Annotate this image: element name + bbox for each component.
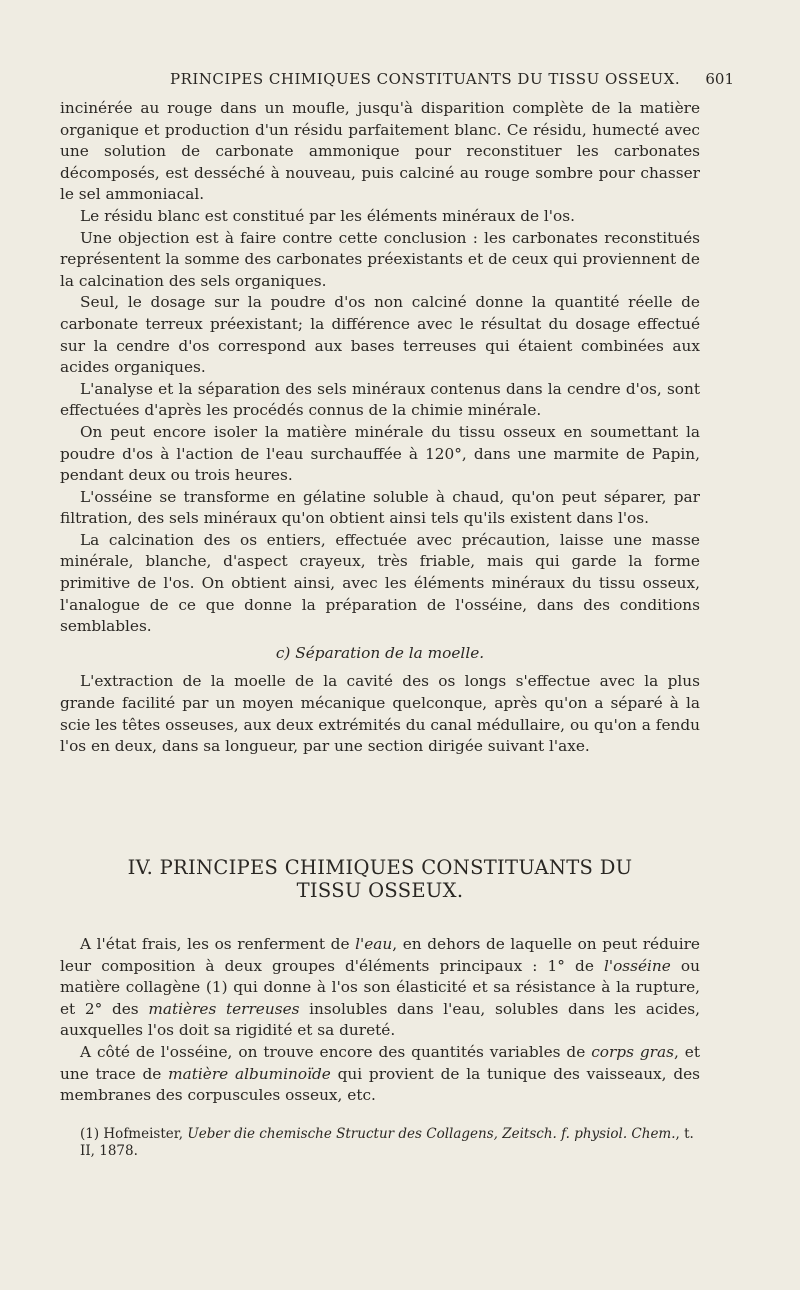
paragraph: Seul, le dosage sur la poudre d'os non calciné donne la quantité réelle de carbonate terreux préexistant; la différence avec le résultat du dosage effectué sur la cendre d'os correspond aux bases terreuses qui étaient combinées aux acides organiques. xyxy=(60,293,700,377)
paragraph: incinérée au rouge dans un moufle, jusqu'à disparition complète de la matière organique et production d'un résidu parfaitement blanc. Ce résidu, humecté avec une solution de carbonate ammonique pour reconstituer les carbonates décomposés, est desséché à nouveau, puis calciné au rouge sombre pour chasser le sel ammoniacal. xyxy=(60,99,700,204)
chapter-body xyxy=(60,934,700,1107)
page-number: 601 xyxy=(705,70,734,88)
paragraph: A côté de l'osséine, on trouve encore des quantités variables de corps gras, et une trace de matière albuminoïde qui provient de la tunique des vaisseaux, des membranes des corpuscules osseux, etc. xyxy=(60,1042,701,1105)
paragraph: A l'état frais, les os renferment de l'eau, en dehors de laquelle on peut réduire leur composition à deux groupes d'éléments principaux : 1° de l'osséine ou matière collagène (1) qui donne à l'os son élasticité et sa résistance à la rupture, et 2° des matières terreuses insolubles dans l'eau, solubles dans les acides, auxquelles l'os doit sa rigidité et sa dureté. xyxy=(60,935,700,1040)
paragraph: L'analyse et la séparation des sels minéraux contenus dans la cendre d'os, sont effectuées d'après les procédés connus de la chimie minérale. xyxy=(60,379,700,420)
paragraph: La calcination des os entiers, effectuée avec précaution, laisse une masse minérale, blanche, d'aspect crayeux, très friable, mais qui garde la forme primitive de l'os. On obtient ainsi, avec les éléments minéraux du tissu osseux, l'analogue de ce que donne la préparation de l'osséine, dans des conditions semblables. xyxy=(60,530,700,636)
paragraph: L'extraction de la moelle de la cavité des os longs s'effectue avec la plus grande facilité par un moyen mécanique quelconque, après qu'on a séparé à la scie les têtes osseuses, aux deux extrémités du canal médullaire, ou qu'on a fendu l'os en deux, dans sa longueur, par une section dirigée suivant l'axe. xyxy=(60,672,700,756)
paragraph: L'osséine se transforme en gélatine soluble à chaud, qu'on peut séparer, par filtration, des sels minéraux qu'on obtient ainsi tels qu'ils existent dans l'os. xyxy=(60,487,700,528)
subheading: c) Séparation de la moelle. xyxy=(275,643,485,662)
paragraph: Une objection est à faire contre cette conclusion : les carbonates reconstitués représentent la somme des carbonates préexistants et de ceux qui proviennent de la calcination des sels organiques. xyxy=(60,228,700,290)
chapter-heading: IV. PRINCIPES CHIMIQUES CONSTITUANTS DU TISSU OSSEUX. xyxy=(127,856,633,902)
footnote: (1) Hofmeister, Ueber die chemische Structur des Collagens, Zeitsch. f. physiol. Chem., t. II, 1878. xyxy=(80,1126,694,1159)
running-title: PRINCIPES CHIMIQUES CONSTITUANTS DU TISSU OSSEUX. xyxy=(170,70,681,88)
running-head xyxy=(60,70,734,88)
section-body xyxy=(60,98,700,758)
paragraph: On peut encore isoler la matière minérale du tissu osseux en soumettant la poudre d'os à l'action de l'eau surchauffée à 120°, dans une marmite de Papin, pendant deux ou trois heures. xyxy=(60,422,700,485)
paragraph: Le résidu blanc est constitué par les éléments minéraux de l'os. xyxy=(80,206,575,225)
